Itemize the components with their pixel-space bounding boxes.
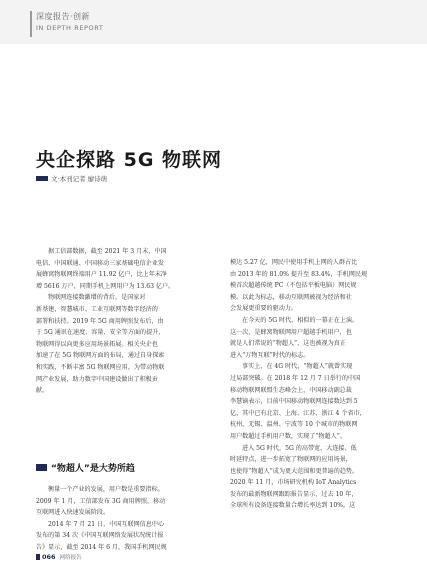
text-line: 物联网连接数激增的背后，是国家对 [48,294,146,302]
text-line: 据工信部数据，截至 2021 年 3 月末，中国 [48,248,167,255]
header-bar [0,0,427,44]
section-heading [36,461,135,474]
text-line: 2009 年 1 月，工信部发布 3G 商用牌照，移动 [36,497,166,505]
byline [36,172,107,184]
text-line: 移动物联网联盟生态峰会上，中国移动副总裁 [230,386,352,394]
text-line: 模。以此为标志，移动互联网被视为经济和社 [230,293,352,301]
text-line: 李慧镝表示，目前中国移动物联网连接数达到 5 [230,398,358,406]
page-footer [36,553,82,561]
text-line: 用户数超过手机用户数，实现了“物超人”。 [230,432,346,440]
article-title: 央企探路 5G 物联网 [36,149,223,171]
text-line: 在今天的 5G 时代，相似的一幕正在上演。 [242,316,359,324]
text-line: 互联网进入快速发展阶段。 [36,509,110,517]
section-label-en: IN DEPTH REPORT [36,24,104,32]
byline-marker [36,176,48,181]
byline-text: 文·本刊记者 廖诗萌 [51,174,108,183]
text-line: 部署和扶持。2019 年 5G 商用牌照发布后，由 [36,317,164,325]
text-line: 发布的第 34 次《中国互联网络发展状况统计报 [36,532,164,540]
text-line: 告》显示，截至 2014 年 6 月，我国手机网民规 [36,543,167,551]
right-column [230,257,390,512]
text-line: 网产业发展，助力数字中国建设做出了积极贡 [36,375,158,383]
text-line: 时延特点，进一步拓宽了物联网的应用场景， [230,456,352,464]
text-line: 杭州、无锡、温州、宁波等 10 个城市的物联网 [230,421,358,429]
text-line: 新基建、智慧城市、工业互联网等数字经济的 [36,305,158,313]
text-line: 会发展更重要的驱动力。 [230,305,298,313]
text-line: 电信、中国联通、中国移动三家基础电信企业发 [36,259,164,267]
text-line: 这一次，是蜂窝物联网用户超越手机用户，也 [230,328,352,336]
text-line: 就是人们常说的“物超人”，这也被视为真正 [230,340,346,348]
header-rule [30,11,32,37]
text-line: 事实上，在 4G 时代，“物超人”就曾实现 [242,363,353,371]
text-line: 衡量一个产业的发展，用户数是重要指标。 [48,486,164,493]
text-line: 展蜂窝物联网终端用户 11.92 亿户，比上年末净 [36,271,168,279]
text-line: 进入 5G 时代，5G 的高带宽、大连接、低 [242,444,357,452]
text-line: 全球所有设备连接数量合增长率达到 10%，这 [230,502,356,510]
text-line: 也使得“物超人”成为更大范围和更普遍的趋势。 [230,467,359,475]
publication-name: 网络报告 [59,555,82,561]
text-line: 发布的最新物联网跟踪报告显示，过去 10 年， [230,490,358,498]
left-column [36,246,196,397]
text-line: 2014 年 7 月 21 日，中国互联网信息中心 [48,520,165,528]
section-marker [36,464,47,471]
text-line: 模达 5.27 亿，网民中使用手机上网的人群占比 [230,259,358,266]
text-line: 加速了在 5G 物联网方面的布局，通过自身探索 [36,352,165,360]
text-line: 于 5G 通讯在速度、容量、安全等方面的提升， [36,329,165,337]
section-label: 深度报告·创新 [36,12,91,21]
text-line: 进入“万物互联”时代的标志。 [230,351,310,359]
text-line: 献。 [36,387,49,395]
left-column-lower [36,484,196,554]
text-line: 由 2013 年的 81.0% 提升至 83.4%，手机网民规 [230,270,368,278]
text-line: 亿，其中已有北京、上海、江苏、浙江 4 个省市， [230,409,366,417]
text-line: 物联网得以向更多应用场景拓展。相关央企也 [36,340,158,348]
footer-marker [36,554,40,560]
text-line: 和实践，不断丰富 5G 物联网应用，为带动物联 [36,363,165,371]
text-line: 过局部突破。在 2018 年 12 月 7 日举行的中国 [230,374,361,382]
section-title: “物超人”是大势所趋 [51,464,135,474]
page-number: 066 [42,553,56,561]
text-line: 2020 年 11 月，市场研究机构 IoT Analytics [230,479,357,487]
text-line: 增 5616 万户，同期手机上网用户为 13.63 亿户。 [36,282,175,290]
text-line: 模首次超越传统 PC（不包括平板电脑）网民规 [230,282,357,290]
